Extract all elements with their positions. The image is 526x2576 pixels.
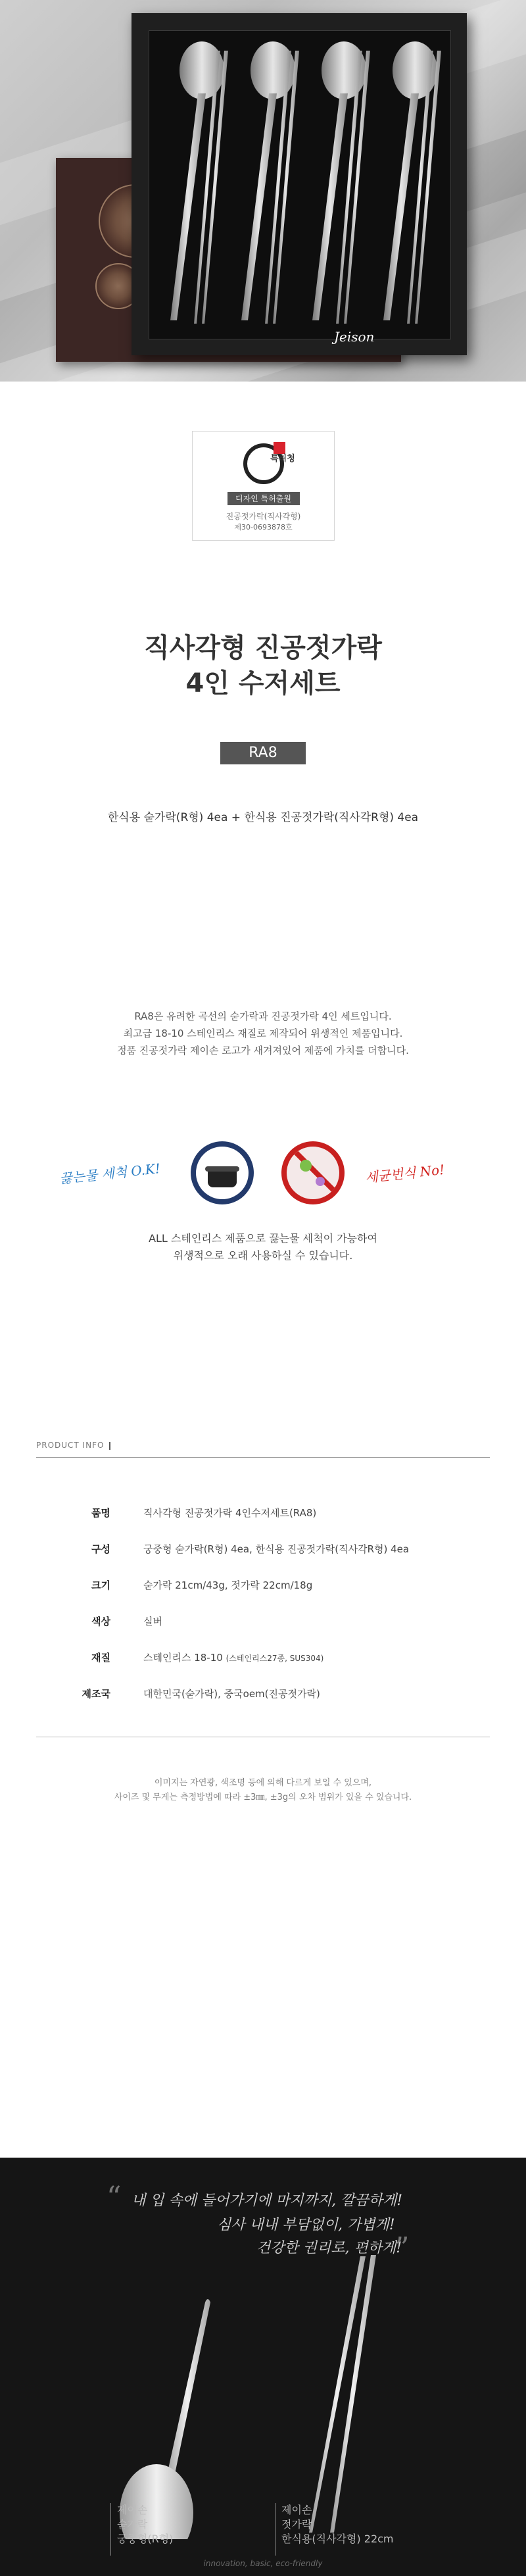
- disclaimer-line: 이미지는 자연광, 색조명 등에 의해 다르게 보일 수 있으며,: [154, 1778, 372, 1788]
- tray-spoon-handle: [383, 93, 419, 320]
- quote-line2: 심사 내내 부담없이, 가볍게!: [217, 2217, 395, 2233]
- patent-logo-label: 특허청: [270, 454, 295, 464]
- detail-section: [0, 2158, 526, 2576]
- boiling-pot-icon: [191, 1141, 254, 1204]
- gift-box-tray: [132, 13, 467, 355]
- disclaimer-line: 사이즈 및 무게는 측정방법에 따라 ±3㎜, ±3g의 오차 범위가 있을 수 있습니다.: [114, 1793, 412, 1802]
- spec-row-composition: 구성 궁중형 숟가락(R형) 4ea, 한식용 진공젓가락(직사각R형) 4ea: [91, 1543, 410, 1555]
- open-quote-icon: “: [107, 2181, 122, 2214]
- tray-spoon-handle: [312, 93, 348, 320]
- spec-row-color: 색상 실버: [91, 1616, 162, 1627]
- spec-row-size: 크기 숟가락 21cm/43g, 젓가락 22cm/18g: [91, 1579, 313, 1591]
- disclaimer: [0, 1776, 526, 1805]
- care-line: ALL 스테인리스 제품으로 끓는물 세척이 가능하여: [149, 1232, 377, 1245]
- feature-left-text: 끓는물 세척 O.K!: [59, 1160, 161, 1187]
- divider: [36, 1457, 490, 1458]
- footer-tagline: innovation, basic, eco-friendly: [203, 2559, 323, 2568]
- spec-row-name: 품명 직사각형 진공젓가락 4인수저세트(RA8): [91, 1507, 317, 1519]
- description: [0, 1008, 526, 1059]
- care-text: [0, 1230, 526, 1264]
- patent-line1: 진공젓가락(직사각형): [226, 512, 301, 521]
- patent-badge: [192, 431, 335, 541]
- spoon-caption: 제이손 숟가락 궁중형(R형): [117, 2504, 174, 2545]
- product-title-line1: 직사각형 진공젓가락: [144, 633, 382, 663]
- spoon-chopsticks-illustration: [0, 2223, 526, 2539]
- spoon-handle: [164, 2299, 210, 2487]
- tray-spoon-handle: [170, 93, 206, 320]
- close-quote-icon: ”: [394, 2231, 410, 2265]
- product-info-heading: PRODUCT INFO: [36, 1441, 110, 1450]
- quote-line1: 내 입 속에 들어가기에 마지까지, 깔끔하게!: [132, 2192, 403, 2209]
- product-subtitle: 한식용 숟가락(R형) 4ea + 한식용 진공젓가락(직사각R형) 4ea: [107, 811, 419, 824]
- description-line: 정품 진공젓가락 제이손 로고가 새겨져있어 제품에 가치를 더합니다.: [117, 1045, 409, 1056]
- tray-spoon-handle: [241, 93, 277, 320]
- no-bacteria-icon: [281, 1141, 345, 1204]
- model-badge: RA8: [220, 742, 306, 764]
- spoon-chopstick-set: [149, 31, 450, 339]
- description-line: RA8은 유려한 곡선의 숟가락과 진공젓가락 4인 세트입니다.: [134, 1010, 392, 1022]
- quote-line3: 건강한 권리로, 편하게!: [256, 2240, 402, 2256]
- chopsticks-caption: 제이손 젓가락 한식용(직사각형) 22cm: [281, 2504, 394, 2545]
- patent-tag: 디자인 특허출원: [227, 492, 300, 505]
- brand-logo: Jeison: [334, 329, 375, 345]
- care-line: 위생적으로 오래 사용하실 수 있습니다.: [173, 1249, 353, 1262]
- spec-row-material: 재질 스테인리스 18-10 (스테인리스27종, SUS304): [91, 1652, 324, 1664]
- product-title-line2: 4인 수저세트: [185, 668, 341, 699]
- feature-right-text: 세균번식 No!: [364, 1161, 446, 1186]
- patent-logo-icon: [243, 443, 284, 484]
- spec-row-origin: 제조국 대한민국(숟가락), 중국oem(진공젓가락): [82, 1688, 320, 1700]
- patent-line2: 제30-0693878호: [234, 523, 293, 532]
- description-line: 최고급 18-10 스테인리스 재질로 제작되어 위생적인 제품입니다.: [123, 1028, 403, 1039]
- hero-image: [0, 0, 526, 382]
